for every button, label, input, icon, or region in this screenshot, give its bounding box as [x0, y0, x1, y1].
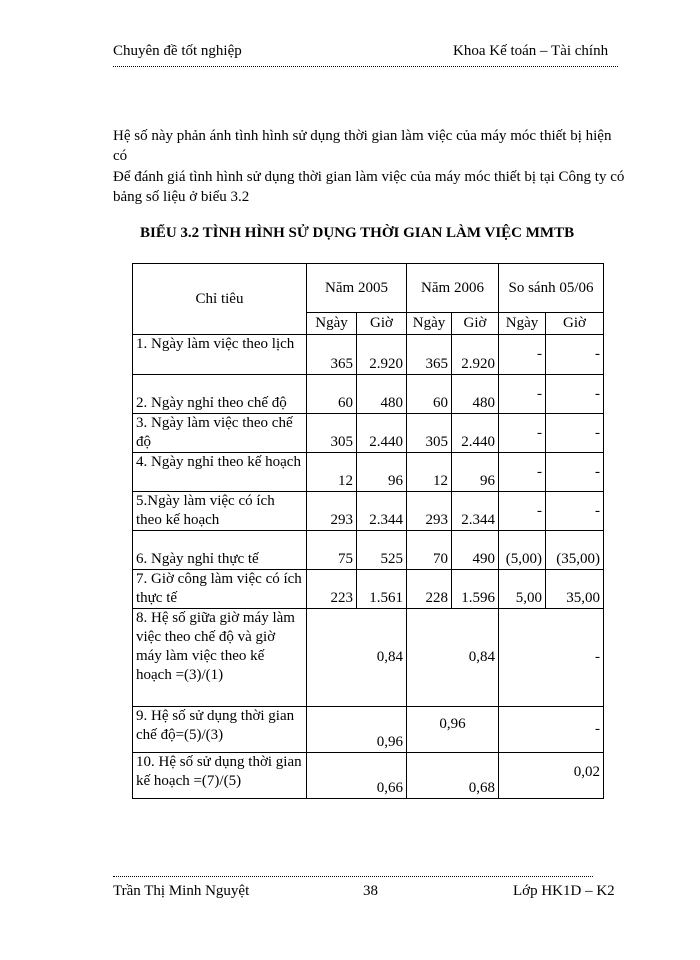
- header-year-2006: Năm 2006: [407, 264, 499, 313]
- cell-value: 2.920: [357, 335, 407, 375]
- cell-value: 223: [307, 570, 357, 609]
- cell-value: -: [499, 453, 546, 492]
- cell-value: 12: [307, 453, 357, 492]
- cell-value: -: [546, 335, 604, 375]
- table-row: [133, 492, 604, 531]
- ratio-2005: 0,84: [307, 609, 407, 707]
- cell-value: 60: [407, 375, 452, 414]
- table-title: BIỂU 3.2 TÌNH HÌNH SỬ DỤNG THỜI GIAN LÀM VIỆC MMTB: [140, 225, 575, 241]
- cell-value: 2.344: [357, 492, 407, 531]
- cell-value: -: [499, 335, 546, 375]
- cell-value: 525: [357, 531, 407, 570]
- row-label: 6. Ngày nghỉ thực tế: [133, 531, 307, 570]
- header-indicator: Chỉ tiêu: [133, 264, 307, 335]
- ratio-compare: -: [499, 707, 604, 753]
- cell-value: -: [546, 453, 604, 492]
- cell-value: 2.440: [357, 414, 407, 453]
- cell-value: 293: [407, 492, 452, 531]
- cell-value: 5,00: [499, 570, 546, 609]
- cell-value: 293: [307, 492, 357, 531]
- row-label: 3. Ngày làm việc theo chế độ: [133, 414, 307, 453]
- ratio-row: [133, 707, 604, 753]
- subheader-day: Ngày: [307, 313, 357, 335]
- paragraph-2: Để đánh giá tình hình sử dụng thời gian làm việc của máy móc thiết bị tại Công ty có bảng số liệu ở biểu 3.2: [113, 169, 625, 205]
- cell-value: -: [546, 414, 604, 453]
- ratio-2006: 0,68: [407, 753, 499, 799]
- row-label: 9. Hệ số sử dụng thời gian chế độ=(5)/(3): [133, 707, 307, 753]
- table-row: [133, 414, 604, 453]
- ratio-2005: 0,96: [307, 707, 407, 753]
- cell-value: 228: [407, 570, 452, 609]
- cell-value: (5,00): [499, 531, 546, 570]
- header-left: Chuyên đề tốt nghiệp: [113, 43, 242, 59]
- header-divider: [113, 66, 618, 67]
- row-label: 8. Hệ số giữa giờ máy làm việc theo chế độ và giờ máy làm việc theo kế hoạch =(3)/(1): [133, 609, 307, 707]
- row-label: 10. Hệ số sử dụng thời gian kế hoạch =(7)/(5): [133, 753, 307, 799]
- footer-class: Lớp HK1D – K2: [513, 883, 615, 899]
- cell-value: 480: [452, 375, 499, 414]
- cell-value: 75: [307, 531, 357, 570]
- subheader-day: Ngày: [499, 313, 546, 335]
- page-number: 38: [363, 883, 378, 899]
- subheader-day: Ngày: [407, 313, 452, 335]
- data-table: [132, 263, 604, 799]
- paragraph-1: Hệ số này phản ánh tình hình sử dụng thời gian làm việc của máy móc thiết bị hiện có: [113, 128, 612, 164]
- header-row: [133, 264, 604, 313]
- header-compare: So sánh 05/06: [499, 264, 604, 313]
- ratio-2005: 0,66: [307, 753, 407, 799]
- table-row: [133, 531, 604, 570]
- ratio-row: [133, 609, 604, 707]
- cell-value: 96: [357, 453, 407, 492]
- row-label: 1. Ngày làm việc theo lịch: [133, 335, 307, 375]
- cell-value: 70: [407, 531, 452, 570]
- row-label: 2. Ngày nghỉ theo chế độ: [133, 375, 307, 414]
- cell-value: 12: [407, 453, 452, 492]
- cell-value: 365: [407, 335, 452, 375]
- table-row: [133, 375, 604, 414]
- row-label: 5.Ngày làm việc có ích theo kế hoạch: [133, 492, 307, 531]
- cell-value: (35,00): [546, 531, 604, 570]
- row-label: 4. Ngày nghỉ theo kế hoạch: [133, 453, 307, 492]
- header-right: Khoa Kế toán – Tài chính: [453, 43, 609, 59]
- header-year-2005: Năm 2005: [307, 264, 407, 313]
- table-row: [133, 453, 604, 492]
- table-row: [133, 335, 604, 375]
- ratio-2006: 0,84: [407, 609, 499, 707]
- cell-value: 2.920: [452, 335, 499, 375]
- footer-author: Trần Thị Minh Nguyệt: [113, 883, 250, 899]
- footer-divider: [113, 876, 593, 877]
- ratio-row: [133, 753, 604, 799]
- cell-value: 480: [357, 375, 407, 414]
- cell-value: 365: [307, 335, 357, 375]
- cell-value: 305: [407, 414, 452, 453]
- cell-value: 305: [307, 414, 357, 453]
- cell-value: 60: [307, 375, 357, 414]
- cell-value: 35,00: [546, 570, 604, 609]
- cell-value: -: [546, 375, 604, 414]
- cell-value: 2.344: [452, 492, 499, 531]
- cell-value: 96: [452, 453, 499, 492]
- cell-value: -: [499, 375, 546, 414]
- row-label: 7. Giờ công làm việc có ích thực tế: [133, 570, 307, 609]
- ratio-2006: 0,96: [407, 707, 499, 753]
- cell-value: 490: [452, 531, 499, 570]
- table-row: [133, 570, 604, 609]
- cell-value: -: [499, 414, 546, 453]
- cell-value: -: [499, 492, 546, 531]
- subheader-hour: Giờ: [546, 313, 604, 335]
- cell-value: -: [546, 492, 604, 531]
- cell-value: 1.561: [357, 570, 407, 609]
- subheader-hour: Giờ: [452, 313, 499, 335]
- ratio-compare: 0,02: [499, 753, 604, 799]
- ratio-compare: -: [499, 609, 604, 707]
- subheader-hour: Giờ: [357, 313, 407, 335]
- cell-value: 2.440: [452, 414, 499, 453]
- cell-value: 1.596: [452, 570, 499, 609]
